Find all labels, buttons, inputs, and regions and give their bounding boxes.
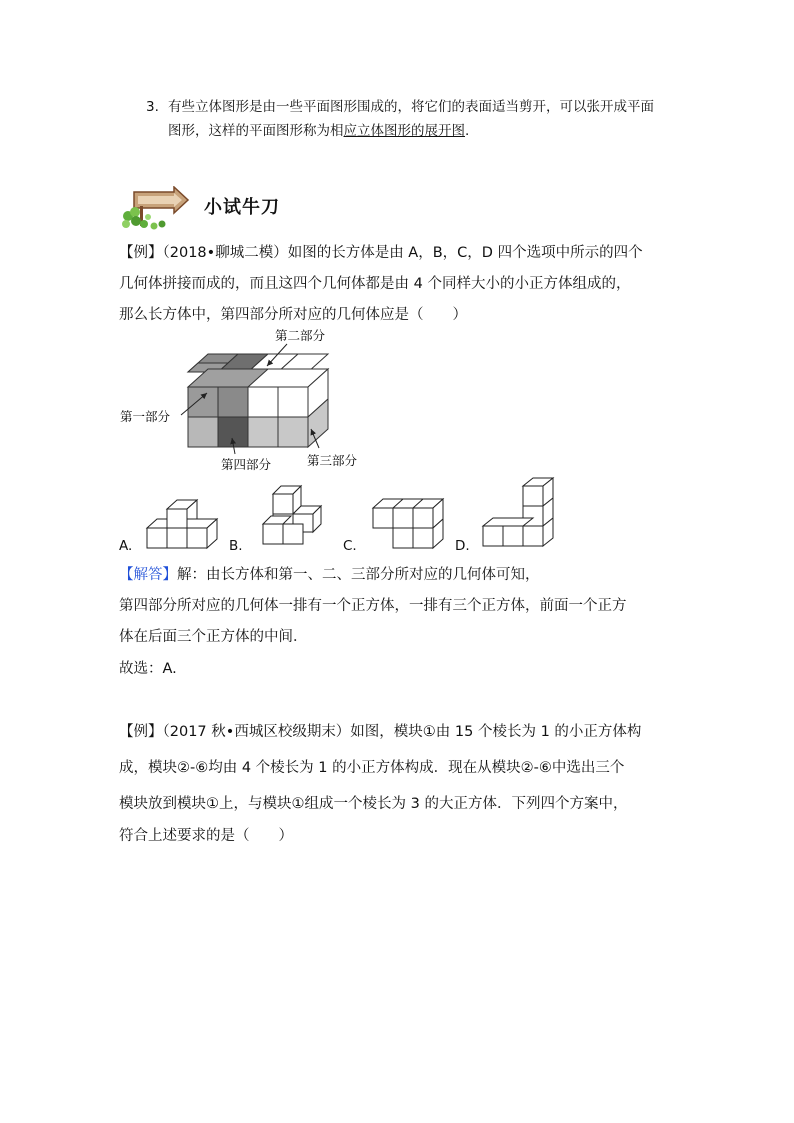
example1-text-1: （2018•聊城二模）如图的长方体是由 A，B，C，D 四个选项中所示的四个 xyxy=(162,245,643,261)
label-part2: 第二部分 xyxy=(275,328,326,343)
option-b xyxy=(229,478,339,554)
option-c xyxy=(343,478,455,554)
option-b-label: B. xyxy=(229,538,243,554)
example2-label: 【例】 xyxy=(119,724,163,740)
option-c-figure xyxy=(367,490,453,550)
option-a-label: A. xyxy=(119,538,133,554)
label-part4: 第四部分 xyxy=(221,457,272,472)
label-part3: 第三部分 xyxy=(307,453,358,468)
option-a xyxy=(119,478,229,554)
cuboid-figure xyxy=(115,325,380,475)
point3-line2-suffix: . xyxy=(465,123,470,139)
option-d-figure xyxy=(481,476,561,550)
section-title: 小试牛刀 xyxy=(204,197,280,218)
example1-line1 xyxy=(119,241,694,262)
example1-line3: 那么长方体中，第四部分所对应的几何体应是（ ） xyxy=(119,307,467,323)
example-label: 【例】 xyxy=(119,245,163,261)
option-d-label: D. xyxy=(455,538,470,554)
point3-line1: 有些立体图形是由一些平面图形围成的，将它们的表面适当剪开，可以张开成平面 xyxy=(168,99,654,115)
front-face xyxy=(188,369,328,447)
list-number: 3. xyxy=(146,99,159,115)
point3-line2-prefix: 图形，这样的平面图形称为相 xyxy=(168,123,344,139)
example2-text-1: （2017 秋•西城区校级期末）如图，模块①由 15 个棱长为 1 的小正方体构 xyxy=(162,724,642,740)
solution-text-1: 解：由长方体和第一、二、三部分所对应的几何体可知， xyxy=(177,567,540,583)
label-part1: 第一部分 xyxy=(120,409,171,424)
example2-line3: 模块放到模块①上，与模块①组成一个棱长为 3 的大正方体．下列四个方案中， xyxy=(119,796,628,812)
option-d xyxy=(455,478,565,554)
solution-label: 【解答】 xyxy=(119,567,177,583)
example2-line1 xyxy=(119,720,694,741)
arrow-sign-with-clover-icon xyxy=(118,186,190,230)
solution-line2: 第四部分所对应的几何体一排有一个正方体，一排有三个正方体，前面一个正方 xyxy=(119,598,627,614)
option-c-label: C. xyxy=(343,538,357,554)
example2-line2: 成，模块②-⑥均由 4 个棱长为 1 的小正方体构成．现在从模块②-⑥中选出三个 xyxy=(119,760,625,776)
example1-line2: 几何体拼接而成的，而且这四个几何体都是由 4 个同样大小的小正方体组成的， xyxy=(119,276,631,292)
solution-line1 xyxy=(119,563,694,584)
solution-line3: 体在后面三个正方体的中间． xyxy=(119,629,308,645)
example2-line4: 符合上述要求的是（ ） xyxy=(119,828,293,844)
solution-answer: 故选：A. xyxy=(119,661,177,677)
option-a-figure xyxy=(145,493,225,551)
point3-underlined-term: 应立体图形的展开图 xyxy=(343,123,465,139)
point3-line2 xyxy=(168,119,469,143)
option-b-figure xyxy=(255,482,335,550)
